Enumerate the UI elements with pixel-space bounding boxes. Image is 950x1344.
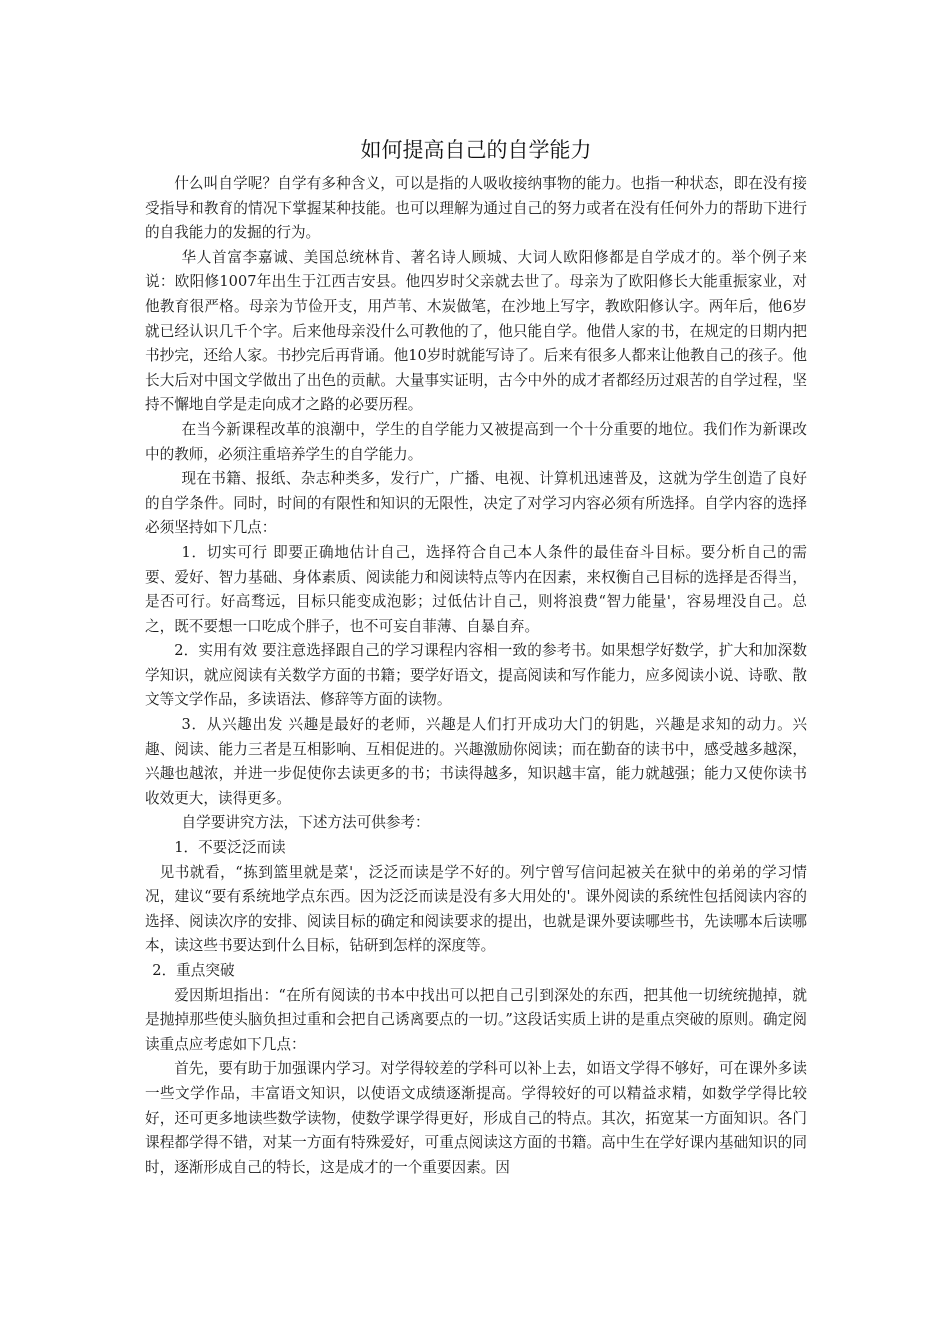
document-page	[145, 132, 807, 1180]
heading-method-1: 1．不要泛泛而读	[174, 839, 286, 857]
paragraph-point-1: 1．切实可行 即要正确地估计自己，选择符合自己本人条件的最佳奋斗目标。要分析自己的需要、爱好、智力基础、身体素质、阅读能力和阅读特点等内在因素，来权衡自己目标的选择是否得当，是否可行。好高骛远，目标只能变成泡影；过低估计自己，则将浪费“智力能量'，容易埋没自己。总之，既不要想一口吃成个胖子，也不可妄自菲薄、自暴自弃。	[145, 543, 807, 635]
paragraph-method-2-details: 首先，要有助于加强课内学习。对学得较差的学科可以补上去，如语文学得不够好，可在课外多读一些文学作品，丰富语文知识，以使语文成绩逐渐提高。学得较好的可以精益求精，如数学学得比较好，还可更多地读些数学读物，使数学课学得更好，形成自己的特点。其次，拓宽某一方面知识。各门课程都学得不错，对某一方面有特殊爱好，可重点阅读这方面的书籍。高中生在学好课内基础知识的同时，逐渐形成自己的特长，这是成才的一个重要因素。因	[145, 1060, 807, 1176]
paragraph-intro: 什么叫自学呢？自学有多种含义，可以是指的人吸收接纳事物的能力。也指一种状态，即在没有接受指导和教育的情况下掌握某种技能。也可以理解为通过自己的努力或者在没有任何外力的帮助下进行的自我能力的发掘的行为。	[145, 175, 807, 242]
paragraph-curriculum-reform: 在当今新课程改革的浪潮中，学生的自学能力又被提高到一个十分重要的地位。我们作为新课改中的教师，必须注重培养学生的自学能力。	[145, 420, 807, 463]
paragraph-methods-intro: 自学要讲究方法，下述方法可供参考：	[181, 814, 430, 832]
document-body	[145, 172, 807, 1180]
document-title: 如何提高自己的自学能力	[360, 138, 592, 162]
paragraph-conditions: 现在书籍、报纸、杂志种类多，发行广，广播、电视、计算机迅速普及，这就为学生创造了良好的自学条件。同时，时间的有限性和知识的无限性，决定了对学习内容必须有所选择。自学内容的选择必须坚持如下几点：	[145, 470, 807, 537]
paragraph-examples: 华人首富李嘉诚、美国总统林肯、著名诗人顾城、大词人欧阳修都是自学成才的。举个例子来说：欧阳修1007年出生于江西吉安县。他四岁时父亲就去世了。母亲为了欧阳修长大能重振家业，对他教育很严格。母亲为节俭开支，用芦苇、木炭做笔，在沙地上写字，教欧阳修认字。两年后，他6岁就已经认识几千个字。后来他母亲没什么可教他的了，他只能自学。他借人家的书，在规定的日期内把书抄完，还给人家。书抄完后再背诵。他10岁时就能写诗了。后来有很多人都来让他教自己的孩子。他长大后对中国文学做出了出色的贡献。大量事实证明，古今中外的成才者都经历过艰苦的自学过程，坚持不懈地自学是走向成才之路的必要历程。	[145, 248, 807, 414]
paragraph-point-2: 2．实用有效 要注意选择跟自己的学习课程内容相一致的参考书。如果想学好数学，扩大和加深数学知识，就应阅读有关数学方面的书籍；要学好语文，提高阅读和写作能力，应多阅读小说、诗歌、散文等文学作品，多读语法、修辞等方面的读物。	[145, 642, 807, 709]
heading-method-2: 2．重点突破	[152, 962, 235, 979]
paragraph-method-2: 爱因斯坦指出：“在所有阅读的书本中找出可以把自己引到深处的东西，把其他一切统统抛掉，就是抛掉那些使头脑负担过重和会把自己诱离要点的一切。”这段话实质上讲的是重点突破的原则。确定阅读重点应考虑如下几点：	[145, 986, 807, 1053]
paragraph-point-3: 3．从兴趣出发 兴趣是最好的老师，兴趣是人们打开成功大门的钥匙，兴趣是求知的动力。兴趣、阅读、能力三者是互相影响、互相促进的。兴趣激励你阅读；而在勤奋的读书中，感受越多越深，兴趣也越浓，并进一步促使你去读更多的书；书读得越多，知识越丰富，能力就越强；能力又使你读书收效更大，读得更多。	[145, 716, 807, 807]
paragraph-method-1: 见书就看，“拣到篮里就是菜'，泛泛而读是学不好的。列宁曾写信问起被关在狱中的弟弟的学习情况，建议“要有系统地学点东西。因为泛泛而读是没有多大用处的'。课外阅读的系统性包括阅读内容的选择、阅读次序的安排、阅读目标的确定和阅读要求的提出，也就是课外要读哪些书，先读哪本后读哪本，读这些书要达到什么目标，钻研到怎样的深度等。	[145, 863, 807, 955]
